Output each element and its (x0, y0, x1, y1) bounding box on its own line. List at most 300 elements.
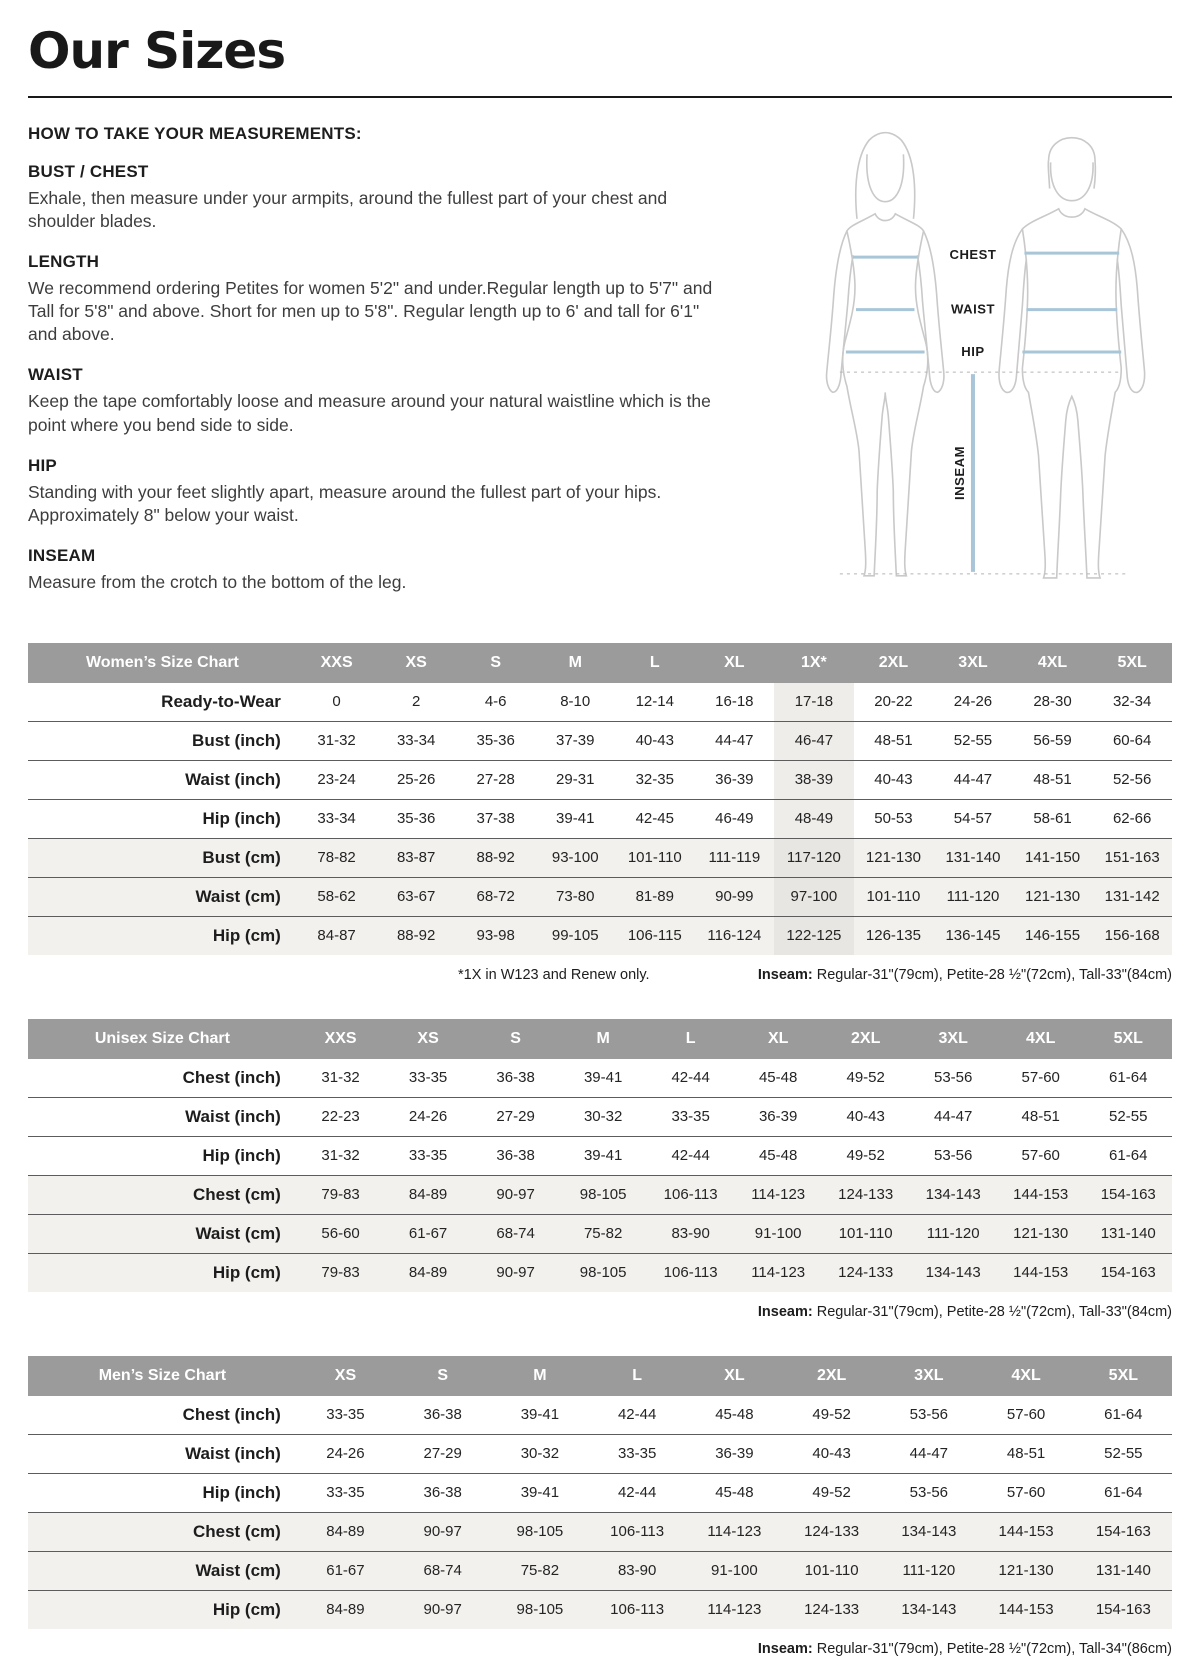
size-column-header: 1X* (774, 643, 854, 683)
chest-label: CHEST (949, 247, 997, 263)
size-cell: 61-67 (384, 1214, 472, 1253)
size-cell: 33-35 (671, 1108, 710, 1126)
size-cell: 33-34 (317, 810, 356, 828)
female-figure-outline (827, 133, 944, 576)
size-cell: 124-133 (783, 1590, 880, 1629)
instructions-text-column (28, 124, 766, 613)
size-cell: 106-113 (647, 1253, 735, 1292)
size-column-header: XXS (297, 1019, 385, 1059)
table-row (28, 1396, 1172, 1435)
size-cell: 39-41 (556, 810, 595, 828)
size-cell: 154-163 (1075, 1512, 1172, 1551)
size-cell: 57-60 (1021, 1069, 1060, 1087)
size-cell: 144-153 (977, 1512, 1074, 1551)
size-cell: 63-67 (376, 877, 456, 916)
size-cell: 93-100 (535, 838, 615, 877)
size-cell: 54-57 (953, 810, 993, 828)
size-column-header: 2XL (783, 1356, 880, 1396)
chart-title: Women’s Size Chart (28, 643, 297, 683)
size-cell: 39-41 (520, 1406, 560, 1424)
size-cell: 144-153 (977, 1590, 1074, 1629)
size-cell: 61-64 (1109, 1069, 1148, 1087)
size-cell: 83-90 (589, 1551, 686, 1590)
size-cell: 121-130 (977, 1551, 1074, 1590)
size-cell: 91-100 (686, 1551, 783, 1590)
size-cell: 106-113 (589, 1590, 686, 1629)
size-cell: 114-123 (734, 1253, 822, 1292)
size-cell: 136-145 (933, 916, 1013, 955)
size-cell: 4-6 (484, 693, 507, 711)
size-cell: 36-39 (715, 1445, 754, 1463)
size-cell: 124-133 (822, 1175, 910, 1214)
row-label: Hip (cm) (28, 916, 297, 955)
row-label: Chest (inch) (182, 1067, 281, 1087)
size-cell: 101-110 (615, 838, 695, 877)
size-cell: 84-89 (297, 1512, 394, 1551)
size-cell: 111-120 (880, 1551, 977, 1590)
size-cell: 98-105 (491, 1512, 588, 1551)
inseam-footnote-text: Regular-31"(79cm), Petite-28 ½"(72cm), Tall-33"(84cm) (812, 966, 1172, 983)
instruction-body: Measure from the crotch to the bottom of the leg. (28, 571, 407, 592)
size-column-header: 5XL (1092, 643, 1172, 683)
size-cell: 27-29 (496, 1108, 535, 1126)
size-cell: 124-133 (783, 1512, 880, 1551)
size-cell: 154-163 (1084, 1175, 1172, 1214)
size-cell: 131-140 (1075, 1551, 1172, 1590)
size-column-header: XXS (297, 643, 377, 683)
size-cell: 33-34 (396, 732, 436, 750)
size-column-header: 5XL (1084, 1019, 1172, 1059)
size-cell: 111-119 (695, 838, 775, 877)
size-cell: 53-56 (934, 1147, 973, 1165)
size-cell: 57-60 (1006, 1484, 1046, 1502)
size-cell: 90-97 (472, 1253, 560, 1292)
size-column-header: 5XL (1075, 1356, 1172, 1396)
row-label: Waist (inch) (185, 1106, 281, 1126)
instruction-body: Exhale, then measure under your armpits, around the fullest part of your chest and shoulder blades. (28, 188, 668, 232)
size-cell: 36-38 (423, 1484, 462, 1502)
size-cell: 40-43 (846, 1108, 885, 1126)
size-column-header: XL (686, 1356, 783, 1396)
size-column-header: L (615, 643, 695, 683)
size-cell: 36-39 (758, 1108, 798, 1126)
size-cell: 134-143 (880, 1512, 977, 1551)
table-row (28, 1434, 1172, 1473)
size-cell: 99-105 (535, 916, 615, 955)
header-row (28, 1019, 1172, 1059)
size-cell: 50-53 (874, 810, 913, 828)
size-cell: 122-125 (774, 916, 854, 955)
size-cell: 68-74 (472, 1214, 560, 1253)
size-cell: 98-105 (559, 1175, 647, 1214)
unisex-chart-footnotes (28, 1304, 1172, 1322)
row-label: Hip (inch) (202, 1145, 281, 1165)
size-cell: 33-35 (408, 1069, 448, 1087)
row-label: Chest (inch) (182, 1404, 281, 1424)
size-cell: 42-44 (671, 1069, 710, 1087)
size-cell: 2 (411, 693, 421, 711)
row-label: Bust (cm) (28, 838, 297, 877)
size-cell: 91-100 (734, 1214, 822, 1253)
size-cell: 49-52 (846, 1069, 885, 1087)
size-cell: 90-97 (394, 1512, 491, 1551)
size-cell: 68-74 (394, 1551, 491, 1590)
size-column-header: S (456, 643, 536, 683)
size-cell: 116-124 (695, 916, 775, 955)
mens-chart-footnotes (28, 1641, 1172, 1659)
instructions-heading: HOW TO TAKE YOUR MEASUREMENTS: (28, 124, 362, 143)
size-cell: 78-82 (297, 838, 377, 877)
size-cell: 33-35 (617, 1445, 657, 1463)
size-cell: 134-143 (909, 1175, 997, 1214)
size-column-header: S (472, 1019, 560, 1059)
size-cell: 8-10 (560, 693, 591, 711)
table-row (28, 1253, 1172, 1292)
size-cell: 33-35 (326, 1484, 365, 1502)
size-cell: 57-60 (1006, 1406, 1046, 1424)
size-cell: 98-105 (491, 1590, 588, 1629)
waist-label: WAIST (950, 301, 995, 317)
instruction-body: We recommend ordering Petites for women 5'2" and under.Regular length up to 5'7" and Tall for 5'8" and above. Short for men up to 5'8". Regular length up to 6' and tall for 6'1" and above. (28, 278, 713, 345)
inseam-footnote-label: Inseam: (757, 966, 813, 983)
instruction-inseam (28, 546, 766, 594)
size-cell: 24-26 (408, 1108, 448, 1126)
size-cell: 39-41 (520, 1484, 560, 1502)
size-cell: 61-64 (1104, 1406, 1143, 1424)
body-measurement-diagram (766, 118, 1172, 592)
unisex-size-chart-section (28, 1019, 1172, 1322)
row-label: Hip (inch) (202, 1482, 281, 1502)
instruction-title: HIP (28, 455, 57, 475)
size-cell: 45-48 (758, 1147, 798, 1165)
size-cell: 39-41 (583, 1069, 623, 1087)
size-cell: 31-32 (321, 1069, 360, 1087)
size-cell: 144-153 (997, 1175, 1085, 1214)
table-row (28, 1590, 1172, 1629)
size-column-header: 4XL (1013, 643, 1093, 683)
row-label: Waist (inch) (185, 769, 281, 789)
size-cell: 75-82 (559, 1214, 647, 1253)
mens-size-chart-section (28, 1356, 1172, 1659)
womens-size-chart (28, 643, 1172, 955)
mens-size-chart (28, 1356, 1172, 1629)
size-cell: 84-89 (297, 1590, 394, 1629)
size-cell: 52-56 (1112, 771, 1152, 789)
size-cell: 42-44 (617, 1484, 657, 1502)
size-cell: 141-150 (1013, 838, 1093, 877)
inseam-label: INSEAM (951, 445, 967, 501)
row-label: Waist (cm) (28, 1214, 297, 1253)
size-cell: 29-31 (556, 771, 595, 789)
row-label: Chest (cm) (28, 1512, 297, 1551)
table-row (28, 1059, 1172, 1098)
size-cell: 45-48 (715, 1406, 754, 1424)
table-row (28, 1473, 1172, 1512)
figures-illustration (784, 118, 1168, 592)
inseam-footnote-label: Inseam: (757, 1303, 813, 1320)
size-cell: 27-29 (423, 1445, 462, 1463)
size-cell: 44-47 (953, 771, 993, 789)
size-cell: 36-38 (496, 1147, 535, 1165)
size-column-header: M (535, 643, 615, 683)
chart-title: Men’s Size Chart (28, 1356, 297, 1396)
womens-size-chart-table-host (28, 643, 1172, 955)
size-column-header: 3XL (880, 1356, 977, 1396)
size-cell: 62-66 (1112, 810, 1152, 828)
size-cell: 35-36 (396, 810, 436, 828)
table-row (28, 721, 1172, 760)
size-cell: 106-113 (589, 1512, 686, 1551)
size-cell: 35-36 (476, 732, 515, 750)
size-cell: 38-39 (774, 760, 854, 799)
size-cell: 40-43 (635, 732, 674, 750)
size-cell: 23-24 (317, 771, 356, 789)
inseam-footnote-text: Regular-31"(79cm), Petite-28 ½"(72cm), Tall-33"(84cm) (812, 1303, 1172, 1320)
size-cell: 61-67 (297, 1551, 394, 1590)
size-cell: 48-51 (874, 732, 913, 750)
size-cell: 151-163 (1092, 838, 1172, 877)
size-cell: 84-89 (384, 1253, 472, 1292)
instruction-body: Keep the tape comfortably loose and measure around your natural waistline which is the point where you bend side to side. (28, 391, 711, 435)
size-column-header: XS (297, 1356, 394, 1396)
size-cell: 68-72 (456, 877, 536, 916)
size-cell: 0 (332, 693, 341, 711)
instruction-title: BUST / CHEST (28, 162, 149, 181)
size-cell: 46-47 (774, 721, 854, 760)
size-cell: 48-49 (774, 799, 854, 838)
row-label: Waist (inch) (185, 1443, 281, 1463)
size-cell: 154-163 (1075, 1590, 1172, 1629)
size-cell: 52-55 (1104, 1445, 1143, 1463)
size-cell: 117-120 (774, 838, 854, 877)
page-title: Our Sizes (28, 22, 286, 80)
size-cell: 131-142 (1092, 877, 1172, 916)
size-cell: 90-97 (472, 1175, 560, 1214)
size-cell: 39-41 (583, 1147, 623, 1165)
size-cell: 53-56 (934, 1069, 973, 1087)
size-cell: 46-49 (715, 810, 754, 828)
size-cell: 56-59 (1033, 732, 1072, 750)
chart-title: Unisex Size Chart (28, 1019, 297, 1059)
size-cell: 52-55 (953, 732, 993, 750)
size-column-header: XL (695, 643, 775, 683)
size-cell: 32-34 (1112, 693, 1152, 711)
row-label: Hip (cm) (28, 1253, 297, 1292)
row-label: Hip (inch) (202, 808, 281, 828)
size-cell: 81-89 (615, 877, 695, 916)
instruction-bust-chest (28, 162, 766, 233)
size-cell: 60-64 (1112, 732, 1152, 750)
one-x-footnote: *1X in W123 and Renew only. (458, 966, 650, 983)
size-cell: 44-47 (909, 1445, 949, 1463)
size-column-header: 4XL (977, 1356, 1074, 1396)
size-cell: 101-110 (783, 1551, 880, 1590)
size-cell: 121-130 (1013, 877, 1093, 916)
instruction-title: LENGTH (28, 252, 100, 272)
size-cell: 124-133 (822, 1253, 910, 1292)
size-cell: 33-35 (408, 1147, 448, 1165)
size-cell: 79-83 (297, 1253, 385, 1292)
size-cell: 22-23 (321, 1108, 360, 1126)
table-row (28, 683, 1172, 722)
instruction-title: WAIST (28, 365, 83, 385)
inseam-footnote-label: Inseam: (757, 1640, 813, 1657)
size-cell: 53-56 (909, 1406, 949, 1424)
table-row (28, 1097, 1172, 1136)
table-row (28, 1512, 1172, 1551)
size-column-header: 3XL (909, 1019, 997, 1059)
size-cell: 42-45 (635, 810, 674, 828)
title-divider (28, 96, 1172, 98)
size-cell: 20-22 (874, 693, 913, 711)
table-row (28, 1551, 1172, 1590)
size-cell: 61-64 (1109, 1147, 1148, 1165)
row-label: Waist (cm) (28, 1551, 297, 1590)
table-row (28, 916, 1172, 955)
size-cell: 83-90 (647, 1214, 735, 1253)
size-cell: 106-113 (647, 1175, 735, 1214)
size-cell: 45-48 (758, 1069, 798, 1087)
size-cell: 49-52 (812, 1484, 851, 1502)
size-cell: 31-32 (321, 1147, 360, 1165)
size-column-header: XL (734, 1019, 822, 1059)
size-cell: 88-92 (456, 838, 536, 877)
size-cell: 32-35 (635, 771, 674, 789)
size-column-header: XS (376, 643, 456, 683)
size-column-header: L (589, 1356, 686, 1396)
size-column-header: 2XL (822, 1019, 910, 1059)
size-cell: 24-26 (326, 1445, 365, 1463)
size-cell: 49-52 (846, 1147, 885, 1165)
size-cell: 121-130 (997, 1214, 1085, 1253)
size-cell: 48-51 (1006, 1445, 1046, 1463)
unisex-size-chart (28, 1019, 1172, 1292)
size-cell: 48-51 (1033, 771, 1072, 789)
size-cell: 98-105 (559, 1253, 647, 1292)
womens-size-chart-section (28, 643, 1172, 985)
row-label: Ready-to-Wear (161, 691, 281, 711)
size-cell: 83-87 (376, 838, 456, 877)
size-cell: 36-38 (423, 1406, 462, 1424)
size-cell: 45-48 (715, 1484, 754, 1502)
size-cell: 30-32 (583, 1108, 623, 1126)
size-cell: 97-100 (774, 877, 854, 916)
size-cell: 146-155 (1013, 916, 1093, 955)
size-cell: 33-35 (326, 1406, 365, 1424)
mens-size-chart-table-host (28, 1356, 1172, 1629)
size-cell: 156-168 (1092, 916, 1172, 955)
row-label: Waist (cm) (28, 877, 297, 916)
size-cell: 106-115 (615, 916, 695, 955)
size-cell: 48-51 (1021, 1108, 1060, 1126)
table-row (28, 1136, 1172, 1175)
size-cell: 16-18 (715, 693, 754, 711)
size-cell: 61-64 (1104, 1484, 1143, 1502)
size-cell: 58-62 (297, 877, 377, 916)
size-cell: 144-153 (997, 1253, 1085, 1292)
size-cell: 40-43 (874, 771, 913, 789)
size-column-header: 2XL (854, 643, 934, 683)
size-cell: 75-82 (491, 1551, 588, 1590)
size-cell: 90-99 (695, 877, 775, 916)
size-cell: 111-120 (909, 1214, 997, 1253)
unisex-size-chart-table-host (28, 1019, 1172, 1292)
inseam-footnote-text: Regular-31"(79cm), Petite-28 ½"(72cm), Tall-34"(86cm) (812, 1640, 1172, 1657)
instruction-hip (28, 456, 766, 527)
size-cell: 57-60 (1021, 1147, 1060, 1165)
size-column-header: XS (384, 1019, 472, 1059)
size-cell: 114-123 (686, 1512, 783, 1551)
size-cell: 27-28 (476, 771, 515, 789)
instruction-title: INSEAM (28, 545, 96, 565)
size-cell: 114-123 (734, 1175, 822, 1214)
size-cell: 44-47 (715, 732, 754, 750)
table-row (28, 838, 1172, 877)
size-cell: 126-135 (854, 916, 934, 955)
instruction-length (28, 252, 766, 346)
table-row (28, 877, 1172, 916)
size-cell: 111-120 (933, 877, 1013, 916)
size-cell: 37-39 (556, 732, 595, 750)
size-cell: 17-18 (774, 683, 854, 722)
size-cell: 114-123 (686, 1590, 783, 1629)
size-cell: 84-87 (297, 916, 377, 955)
size-cell: 36-39 (715, 771, 754, 789)
size-cell: 88-92 (376, 916, 456, 955)
size-cell: 131-140 (933, 838, 1013, 877)
size-cell: 121-130 (854, 838, 934, 877)
size-column-header: M (559, 1019, 647, 1059)
size-cell: 131-140 (1084, 1214, 1172, 1253)
size-cell: 79-83 (297, 1175, 385, 1214)
male-figure-outline (999, 138, 1145, 578)
size-cell: 40-43 (812, 1445, 851, 1463)
header-row (28, 643, 1172, 683)
size-cell: 56-60 (297, 1214, 385, 1253)
size-cell: 93-98 (456, 916, 536, 955)
size-cell: 25-26 (396, 771, 436, 789)
size-cell: 44-47 (934, 1108, 973, 1126)
size-cell: 12-14 (635, 693, 674, 711)
size-cell: 30-32 (520, 1445, 560, 1463)
row-label: Hip (cm) (28, 1590, 297, 1629)
size-cell: 42-44 (671, 1147, 710, 1165)
table-row (28, 799, 1172, 838)
size-column-header: L (647, 1019, 735, 1059)
size-column-header: S (394, 1356, 491, 1396)
size-cell: 24-26 (953, 693, 993, 711)
header-row (28, 1356, 1172, 1396)
hip-label: HIP (961, 344, 985, 360)
instruction-body: Standing with your feet slightly apart, measure around the fullest part of your hips. Approximately 8" below your waist. (28, 481, 662, 525)
womens-chart-footnotes (28, 967, 1172, 985)
size-cell: 154-163 (1084, 1253, 1172, 1292)
size-cell: 134-143 (880, 1590, 977, 1629)
table-row (28, 760, 1172, 799)
measurement-instructions-section (28, 124, 1172, 613)
reference-dash-lines (840, 372, 1127, 574)
size-column-header: 4XL (997, 1019, 1085, 1059)
size-cell: 37-38 (476, 810, 515, 828)
size-column-header: 3XL (933, 643, 1013, 683)
size-cell: 58-61 (1033, 810, 1072, 828)
size-cell: 134-143 (909, 1253, 997, 1292)
size-cell: 90-97 (394, 1590, 491, 1629)
size-cell: 36-38 (496, 1069, 535, 1087)
row-label: Chest (cm) (28, 1175, 297, 1214)
size-cell: 52-55 (1109, 1108, 1148, 1126)
size-cell: 53-56 (909, 1484, 949, 1502)
